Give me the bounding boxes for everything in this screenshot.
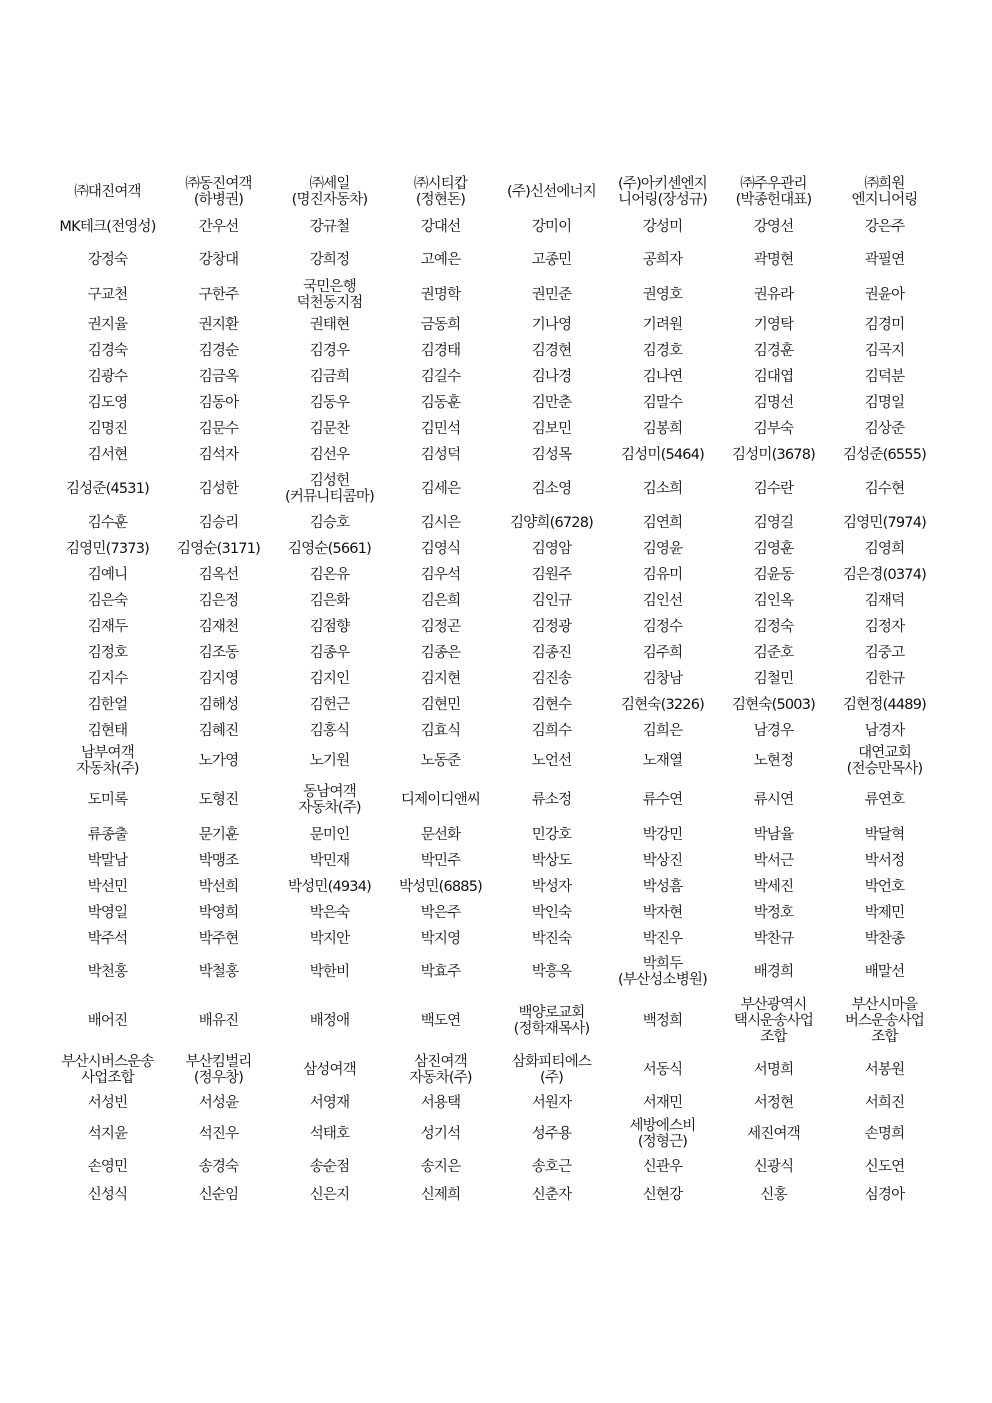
name-cell: 강희정 bbox=[309, 252, 350, 268]
name-cell: 김은정 bbox=[198, 593, 239, 609]
name-cell: 박효주 bbox=[420, 964, 461, 980]
name-cell: 김중고 bbox=[864, 645, 905, 661]
name-cell: 김정수 bbox=[642, 619, 683, 635]
name-cell: 박주현 bbox=[198, 931, 239, 947]
name-cell: 공희자 bbox=[642, 252, 683, 268]
name-cell: 박선희 bbox=[198, 879, 239, 895]
name-cell: 강정숙 bbox=[87, 252, 128, 268]
name-cell: 서영재 bbox=[309, 1095, 350, 1111]
name-cell: 권지율 bbox=[87, 317, 128, 333]
name-cell: 민강호 bbox=[531, 827, 572, 843]
name-cell: 박성흠 bbox=[642, 879, 683, 895]
name-cell: 김만춘 bbox=[531, 395, 572, 411]
name-cell: 김한규 bbox=[864, 671, 905, 687]
name-cell: 박인숙 bbox=[531, 905, 572, 921]
name-cell: 박말남 bbox=[87, 853, 128, 869]
name-cell: 서희진 bbox=[864, 1095, 905, 1111]
name-cell: 박주석 bbox=[87, 931, 128, 947]
name-cell: 신광식 bbox=[753, 1159, 794, 1175]
name-cell: 신홍 bbox=[760, 1187, 787, 1203]
name-cell: 김민석 bbox=[420, 421, 461, 437]
name-cell: 김은숙 bbox=[87, 593, 128, 609]
name-cell: 기영탁 bbox=[753, 317, 794, 333]
name-cell: 박남율 bbox=[753, 827, 794, 843]
name-cell: 기려원 bbox=[642, 317, 683, 333]
name-cell: 박흥옥 bbox=[531, 964, 572, 980]
name-cell: 강은주 bbox=[864, 219, 905, 235]
name-cell: 김철민 bbox=[753, 671, 794, 687]
name-cell: 문기훈 bbox=[198, 827, 239, 843]
name-cell: 석지윤 bbox=[87, 1126, 128, 1142]
name-cell: 남부여객 자동차(주) bbox=[76, 745, 139, 777]
name-cell: 백도연 bbox=[420, 1013, 461, 1029]
name-cell: 김승리 bbox=[198, 515, 239, 531]
name-cell: 김덕분 bbox=[864, 369, 905, 385]
name-cell: 백양로교회 (정학재목사) bbox=[513, 1005, 590, 1037]
name-cell: 김창남 bbox=[642, 671, 683, 687]
name-cell: 김점향 bbox=[309, 619, 350, 635]
name-cell: 김헌근 bbox=[309, 697, 350, 713]
name-cell: 문선화 bbox=[420, 827, 461, 843]
name-cell: 박상도 bbox=[531, 853, 572, 869]
name-cell: 김영민(7373) bbox=[65, 541, 150, 557]
name-cell: 김한얼 bbox=[87, 697, 128, 713]
name-cell: 삼진여객 자동차(주) bbox=[409, 1054, 472, 1086]
name-cell: 김성미(3678) bbox=[731, 447, 816, 463]
name-cell: 신도연 bbox=[864, 1159, 905, 1175]
name-cell: 김대엽 bbox=[753, 369, 794, 385]
name-cell: 배어진 bbox=[87, 1013, 128, 1029]
name-cell: 권지환 bbox=[198, 317, 239, 333]
name-cell: 김명선 bbox=[753, 395, 794, 411]
name-cell: 남경우 bbox=[753, 723, 794, 739]
name-cell: 김종우 bbox=[309, 645, 350, 661]
name-cell: 김동훈 bbox=[420, 395, 461, 411]
name-cell: ㈜희원 엔지니어링 bbox=[851, 176, 918, 208]
name-cell: ㈜대진여객 bbox=[74, 184, 141, 200]
name-cell: 간우선 bbox=[198, 219, 239, 235]
name-cell: 서성윤 bbox=[198, 1095, 239, 1111]
name-cell: 김재천 bbox=[198, 619, 239, 635]
name-cell: 김희수 bbox=[531, 723, 572, 739]
name-cell: 서동식 bbox=[642, 1062, 683, 1078]
name-cell: 김영민(7974) bbox=[842, 515, 927, 531]
name-cell: 류소정 bbox=[531, 792, 572, 808]
name-cell: 권민준 bbox=[531, 287, 572, 303]
name-cell: 김우석 bbox=[420, 567, 461, 583]
name-cell: 권윤아 bbox=[864, 287, 905, 303]
name-cell: 김성헌 (커뮤니티콤마) bbox=[285, 473, 374, 505]
name-cell: 김영훈 bbox=[753, 541, 794, 557]
name-cell: 김연희 bbox=[642, 515, 683, 531]
name-cell: 박천홍 bbox=[87, 964, 128, 980]
name-cell: 국민은행 덕천동지점 bbox=[296, 279, 363, 311]
name-cell: 도형진 bbox=[198, 792, 239, 808]
name-cell: 손명희 bbox=[864, 1126, 905, 1142]
name-cell: 박찬종 bbox=[864, 931, 905, 947]
name-cell: 김상준 bbox=[864, 421, 905, 437]
name-cell: 서원자 bbox=[531, 1095, 572, 1111]
name-cell: 김예니 bbox=[87, 567, 128, 583]
name-cell: 부산킴벌리 (정우창) bbox=[185, 1054, 252, 1086]
name-cell: 서정현 bbox=[753, 1095, 794, 1111]
name-cell: 서명희 bbox=[753, 1062, 794, 1078]
name-cell: 김성준(4531) bbox=[65, 481, 150, 497]
name-cell: 김지수 bbox=[87, 671, 128, 687]
name-cell: 백정희 bbox=[642, 1013, 683, 1029]
name-cell: 박철홍 bbox=[198, 964, 239, 980]
name-cell: 신현강 bbox=[642, 1187, 683, 1203]
name-cell: 강미이 bbox=[531, 219, 572, 235]
name-cell: 김현민 bbox=[420, 697, 461, 713]
name-cell: 김희은 bbox=[642, 723, 683, 739]
donor-name-grid bbox=[52, 172, 940, 1208]
name-cell: 김소희 bbox=[642, 481, 683, 497]
name-cell: 신춘자 bbox=[531, 1187, 572, 1203]
name-cell: 노기원 bbox=[309, 753, 350, 769]
name-cell: 박강민 bbox=[642, 827, 683, 843]
name-cell: 김금희 bbox=[309, 369, 350, 385]
name-cell: 박은주 bbox=[420, 905, 461, 921]
name-cell: 박영희 bbox=[198, 905, 239, 921]
name-cell: 김조동 bbox=[198, 645, 239, 661]
name-cell: 배말선 bbox=[864, 964, 905, 980]
name-cell: 권명학 bbox=[420, 287, 461, 303]
name-cell: 강창대 bbox=[198, 252, 239, 268]
name-cell: 삼화피티에스 (주) bbox=[511, 1054, 592, 1086]
name-cell: 박정호 bbox=[753, 905, 794, 921]
name-cell: 박성민(4934) bbox=[287, 879, 372, 895]
name-cell: 강규철 bbox=[309, 219, 350, 235]
name-cell: 김문찬 bbox=[309, 421, 350, 437]
name-cell: 박진우 bbox=[642, 931, 683, 947]
name-cell: 신순임 bbox=[198, 1187, 239, 1203]
name-cell: 김영순(5661) bbox=[287, 541, 372, 557]
name-cell: 김소영 bbox=[531, 481, 572, 497]
name-cell: 김준호 bbox=[753, 645, 794, 661]
name-cell: 강대선 bbox=[420, 219, 461, 235]
name-cell: 박달혁 bbox=[864, 827, 905, 843]
name-cell: 류수연 bbox=[642, 792, 683, 808]
name-cell: 김종진 bbox=[531, 645, 572, 661]
name-cell: 김인옥 bbox=[753, 593, 794, 609]
name-cell: 곽명현 bbox=[753, 252, 794, 268]
name-cell: 박민주 bbox=[420, 853, 461, 869]
name-cell: 김수현 bbox=[864, 481, 905, 497]
name-cell: 도미록 bbox=[87, 792, 128, 808]
name-cell: 김인선 bbox=[642, 593, 683, 609]
name-cell: 김은화 bbox=[309, 593, 350, 609]
name-cell: 세진여객 bbox=[747, 1126, 800, 1142]
name-cell: 김도영 bbox=[87, 395, 128, 411]
name-cell: 박한비 bbox=[309, 964, 350, 980]
name-cell: 김경현 bbox=[531, 343, 572, 359]
name-cell: 김윤동 bbox=[753, 567, 794, 583]
name-cell: 김지현 bbox=[420, 671, 461, 687]
name-cell: 구한주 bbox=[198, 287, 239, 303]
name-cell: 심경아 bbox=[864, 1187, 905, 1203]
name-cell: 김곡지 bbox=[864, 343, 905, 359]
name-cell: 동남여객 자동차(주) bbox=[298, 784, 361, 816]
name-cell: 손영민 bbox=[87, 1159, 128, 1175]
name-cell: 김서현 bbox=[87, 447, 128, 463]
name-cell: 배유진 bbox=[198, 1013, 239, 1029]
name-cell: 김현정(4489) bbox=[842, 697, 927, 713]
name-cell: 박지영 bbox=[420, 931, 461, 947]
name-cell: MK테크(전영성) bbox=[59, 219, 156, 235]
name-cell: 김승호 bbox=[309, 515, 350, 531]
name-cell: 김석자 bbox=[198, 447, 239, 463]
name-cell: 박찬규 bbox=[753, 931, 794, 947]
name-cell: 김영길 bbox=[753, 515, 794, 531]
name-cell: 류연호 bbox=[864, 792, 905, 808]
name-cell: (주)아키센엔지 니어링(장성규) bbox=[618, 176, 707, 208]
name-cell: 김경순 bbox=[198, 343, 239, 359]
name-cell: 김정호 bbox=[87, 645, 128, 661]
name-cell: 박진숙 bbox=[531, 931, 572, 947]
name-cell: 김지인 bbox=[309, 671, 350, 687]
name-cell: 김해성 bbox=[198, 697, 239, 713]
name-cell: 김명진 bbox=[87, 421, 128, 437]
name-cell: 김보민 bbox=[531, 421, 572, 437]
name-cell: 성주용 bbox=[531, 1126, 572, 1142]
name-cell: 김동우 bbox=[309, 395, 350, 411]
name-cell: 김성덕 bbox=[420, 447, 461, 463]
name-cell: 강성미 bbox=[642, 219, 683, 235]
name-cell: 노재열 bbox=[642, 753, 683, 769]
name-cell: 권태현 bbox=[309, 317, 350, 333]
name-cell: 김인규 bbox=[531, 593, 572, 609]
name-cell: 김부숙 bbox=[753, 421, 794, 437]
name-cell: 기나영 bbox=[531, 317, 572, 333]
name-cell: 김진송 bbox=[531, 671, 572, 687]
name-cell: 신관우 bbox=[642, 1159, 683, 1175]
name-cell: 남경자 bbox=[864, 723, 905, 739]
name-cell: 송호근 bbox=[531, 1159, 572, 1175]
name-cell: 배정애 bbox=[309, 1013, 350, 1029]
name-cell: 김길수 bbox=[420, 369, 461, 385]
name-cell: 박지안 bbox=[309, 931, 350, 947]
name-cell: 김영희 bbox=[864, 541, 905, 557]
name-cell: 김온유 bbox=[309, 567, 350, 583]
name-cell: 김성한 bbox=[198, 481, 239, 497]
name-cell: 김홍식 bbox=[309, 723, 350, 739]
name-cell: 서봉원 bbox=[864, 1062, 905, 1078]
name-cell: 김영식 bbox=[420, 541, 461, 557]
name-cell: 박상진 bbox=[642, 853, 683, 869]
name-cell: 김정자 bbox=[864, 619, 905, 635]
name-cell: 박민재 bbox=[309, 853, 350, 869]
name-cell: 김현숙(3226) bbox=[620, 697, 705, 713]
name-cell: 김원주 bbox=[531, 567, 572, 583]
name-cell: 김성목 bbox=[531, 447, 572, 463]
name-cell: 신성식 bbox=[87, 1187, 128, 1203]
name-cell: 김재두 bbox=[87, 619, 128, 635]
name-cell: 김현숙(5003) bbox=[731, 697, 816, 713]
name-cell: ㈜동진여객 (하병권) bbox=[185, 176, 252, 208]
name-cell: 김성준(6555) bbox=[842, 447, 927, 463]
name-cell: 김경태 bbox=[420, 343, 461, 359]
name-cell: 부산광역시 택시운송사업 조합 bbox=[733, 997, 814, 1045]
name-cell: 김경훈 bbox=[753, 343, 794, 359]
name-cell: 박은숙 bbox=[309, 905, 350, 921]
name-cell: 대연교회 (전승만목사) bbox=[846, 745, 923, 777]
name-cell: 권영호 bbox=[642, 287, 683, 303]
name-cell: 김재덕 bbox=[864, 593, 905, 609]
name-cell: 박서근 bbox=[753, 853, 794, 869]
name-cell: (주)신선에너지 bbox=[507, 184, 596, 200]
name-cell: 류시연 bbox=[753, 792, 794, 808]
name-cell: ㈜시티캅 (정현돈) bbox=[413, 176, 468, 208]
name-cell: 김나경 bbox=[531, 369, 572, 385]
name-cell: 송지은 bbox=[420, 1159, 461, 1175]
name-cell: 삼성여객 bbox=[303, 1062, 356, 1078]
name-cell: 박서정 bbox=[864, 853, 905, 869]
name-cell: ㈜세일 (명진자동차) bbox=[291, 176, 368, 208]
name-cell: 김주희 bbox=[642, 645, 683, 661]
name-cell: 석진우 bbox=[198, 1126, 239, 1142]
name-cell: 금동희 bbox=[420, 317, 461, 333]
name-cell: 김지영 bbox=[198, 671, 239, 687]
name-cell: 서재민 bbox=[642, 1095, 683, 1111]
name-cell: 김영암 bbox=[531, 541, 572, 557]
name-cell: 김경숙 bbox=[87, 343, 128, 359]
name-cell: 배경희 bbox=[753, 964, 794, 980]
name-cell: 김경우 bbox=[309, 343, 350, 359]
name-cell: 신은지 bbox=[309, 1187, 350, 1203]
name-cell: 노동준 bbox=[420, 753, 461, 769]
name-cell: 성기석 bbox=[420, 1126, 461, 1142]
name-cell: 송순점 bbox=[309, 1159, 350, 1175]
name-cell: 문미인 bbox=[309, 827, 350, 843]
name-cell: 김봉희 bbox=[642, 421, 683, 437]
name-cell: 박제민 bbox=[864, 905, 905, 921]
name-cell: 디제이디앤씨 bbox=[400, 792, 481, 808]
name-cell: 신제희 bbox=[420, 1187, 461, 1203]
name-cell: 김영윤 bbox=[642, 541, 683, 557]
name-cell: 부산시버스운송 사업조합 bbox=[61, 1054, 154, 1086]
name-cell: 부산시마을 버스운송사업 조합 bbox=[844, 997, 925, 1045]
name-cell: 김경호 bbox=[642, 343, 683, 359]
name-cell: 김정곤 bbox=[420, 619, 461, 635]
name-cell: 박선민 bbox=[87, 879, 128, 895]
name-cell: 김정광 bbox=[531, 619, 572, 635]
name-cell: 서용택 bbox=[420, 1095, 461, 1111]
name-cell: 김시은 bbox=[420, 515, 461, 531]
name-cell: 김영순(3171) bbox=[176, 541, 261, 557]
name-cell: 서성빈 bbox=[87, 1095, 128, 1111]
name-cell: 김문수 bbox=[198, 421, 239, 437]
name-cell: 노가영 bbox=[198, 753, 239, 769]
name-cell: 김광수 bbox=[87, 369, 128, 385]
name-cell: 김수란 bbox=[753, 481, 794, 497]
name-cell: 김은희 bbox=[420, 593, 461, 609]
name-cell: 김양희(6728) bbox=[509, 515, 594, 531]
name-cell: 곽필연 bbox=[864, 252, 905, 268]
name-cell: 박희두 (부산성소병원) bbox=[618, 956, 707, 988]
name-cell: 김효식 bbox=[420, 723, 461, 739]
name-cell: 류종출 bbox=[87, 827, 128, 843]
name-cell: 김유미 bbox=[642, 567, 683, 583]
name-cell: 김종은 bbox=[420, 645, 461, 661]
name-cell: 김혜진 bbox=[198, 723, 239, 739]
name-cell: 김명일 bbox=[864, 395, 905, 411]
name-cell: 김경미 bbox=[864, 317, 905, 333]
name-cell: 석태호 bbox=[309, 1126, 350, 1142]
name-cell: 강영선 bbox=[753, 219, 794, 235]
name-cell: 김동아 bbox=[198, 395, 239, 411]
name-cell: 박세진 bbox=[753, 879, 794, 895]
name-cell: ㈜주우관리 (박종헌대표) bbox=[735, 176, 812, 208]
name-cell: 고종민 bbox=[531, 252, 572, 268]
name-cell: 권유라 bbox=[753, 287, 794, 303]
name-cell: 김선우 bbox=[309, 447, 350, 463]
name-cell: 김수훈 bbox=[87, 515, 128, 531]
name-cell: 김성미(5464) bbox=[620, 447, 705, 463]
name-cell: 박성민(6885) bbox=[398, 879, 483, 895]
name-cell: 박언호 bbox=[864, 879, 905, 895]
name-cell: 박영일 bbox=[87, 905, 128, 921]
name-cell: 김말수 bbox=[642, 395, 683, 411]
name-cell: 김정숙 bbox=[753, 619, 794, 635]
name-cell: 노언선 bbox=[531, 753, 572, 769]
name-cell: 박자현 bbox=[642, 905, 683, 921]
name-cell: 세방에스비 (정형근) bbox=[629, 1118, 696, 1150]
name-cell: 김나연 bbox=[642, 369, 683, 385]
name-cell: 김현수 bbox=[531, 697, 572, 713]
name-cell: 송경숙 bbox=[198, 1159, 239, 1175]
name-cell: 김옥선 bbox=[198, 567, 239, 583]
name-cell: 노현정 bbox=[753, 753, 794, 769]
name-cell: 김현태 bbox=[87, 723, 128, 739]
name-cell: 구교천 bbox=[87, 287, 128, 303]
name-cell: 박성자 bbox=[531, 879, 572, 895]
name-cell: 박맹조 bbox=[198, 853, 239, 869]
name-cell: 김세은 bbox=[420, 481, 461, 497]
name-cell: 고예은 bbox=[420, 252, 461, 268]
name-cell: 김금옥 bbox=[198, 369, 239, 385]
name-cell: 김은경(0374) bbox=[842, 567, 927, 583]
